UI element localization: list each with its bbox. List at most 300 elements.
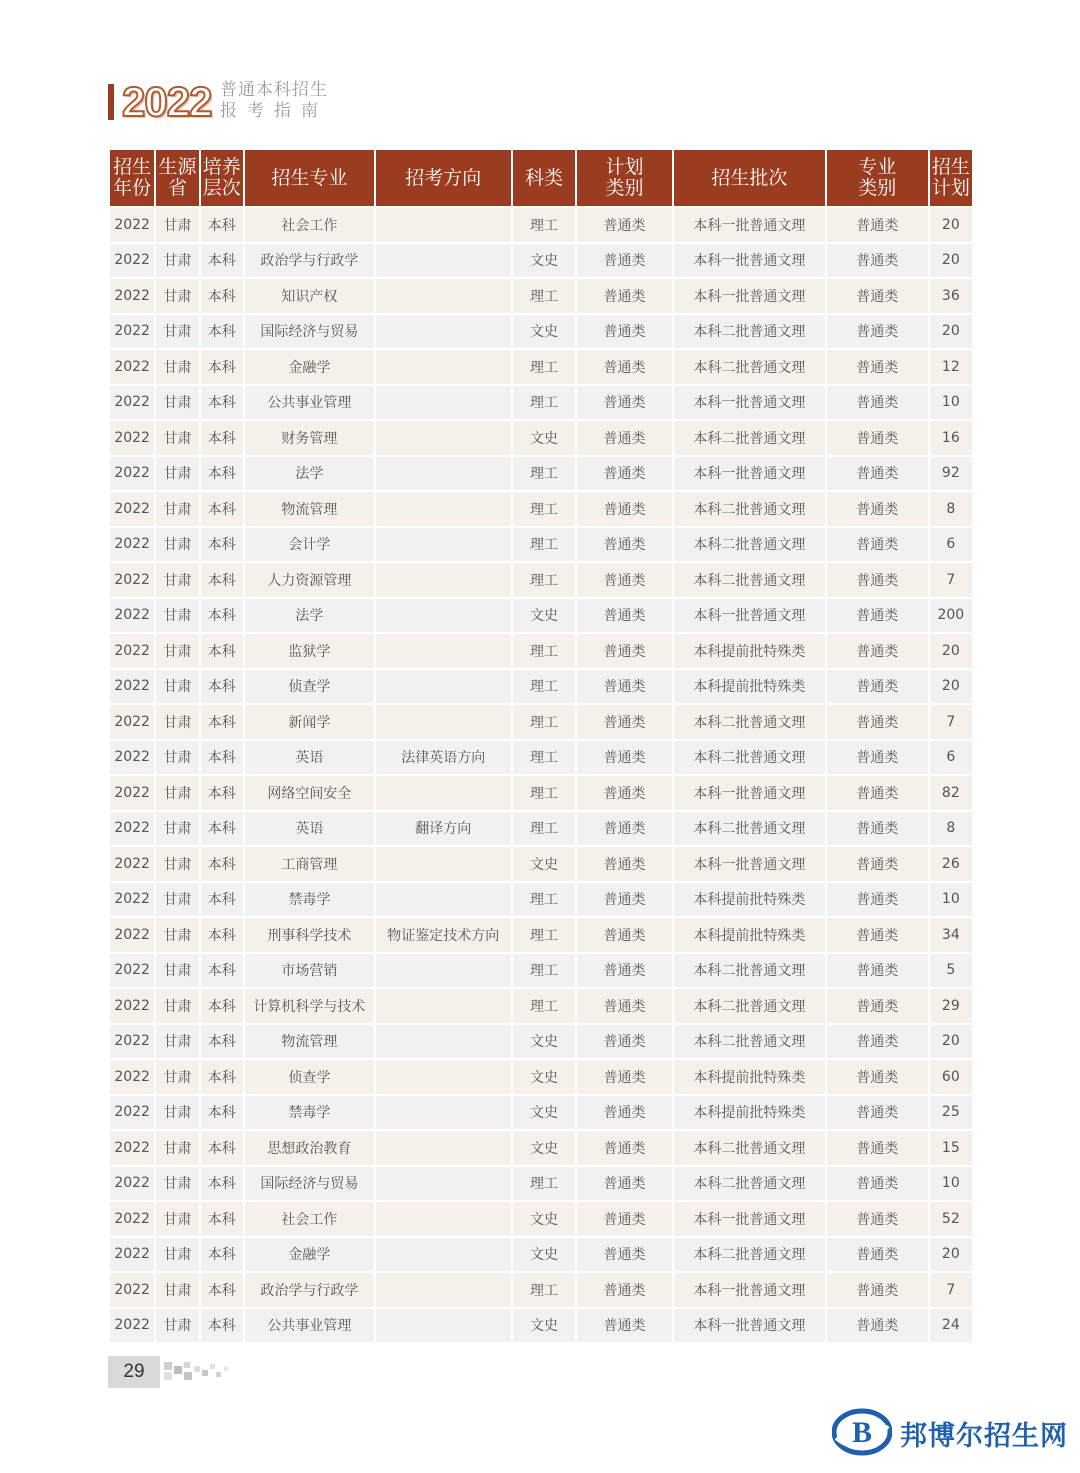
table-cell: 普通类 [577, 1025, 672, 1061]
table-cell: 29 [930, 989, 972, 1025]
table-cell [376, 1309, 511, 1345]
table-cell: 本科二批普通文理 [674, 421, 825, 457]
table-cell: 本科 [201, 989, 243, 1025]
table-cell: 理工 [513, 1167, 575, 1203]
table-cell [376, 776, 511, 812]
table-cell: 禁毒学 [245, 883, 374, 919]
table-cell: 普通类 [577, 244, 672, 280]
table-cell: 理工 [513, 634, 575, 670]
table-cell [376, 634, 511, 670]
table-cell: 普通类 [577, 528, 672, 564]
table-cell: 普通类 [827, 989, 928, 1025]
table-cell: 理工 [513, 741, 575, 777]
table-cell: 本科二批普通文理 [674, 954, 825, 990]
table-cell: 本科提前批特殊类 [674, 670, 825, 706]
table-cell [376, 386, 511, 422]
table-row [110, 492, 972, 528]
table-cell: 禁毒学 [245, 1096, 374, 1132]
column-header-line: 类别 [858, 177, 897, 199]
column-header-line: 招生 [113, 156, 152, 178]
table-cell [376, 350, 511, 386]
table-cell: 理工 [513, 918, 575, 954]
table-cell: 20 [930, 670, 972, 706]
column-header-line: 专业 [858, 156, 897, 178]
table-cell: 本科二批普通文理 [674, 315, 825, 351]
table-cell: 2022 [110, 741, 154, 777]
table-cell: 甘肃 [156, 670, 198, 706]
table-cell: 52 [930, 1202, 972, 1238]
table-cell [376, 705, 511, 741]
column-header-line: 科类 [524, 166, 563, 189]
table-cell: 本科二批普通文理 [674, 741, 825, 777]
table-row [110, 208, 972, 244]
column-header-line: 生源 [158, 156, 197, 178]
table-row [110, 705, 972, 741]
column-header [930, 150, 972, 208]
table-cell: 20 [930, 1025, 972, 1061]
table-cell: 普通类 [577, 350, 672, 386]
table-cell: 理工 [513, 812, 575, 848]
table-cell: 2022 [110, 1202, 154, 1238]
table-row [110, 279, 972, 315]
table-cell: 本科 [201, 208, 243, 244]
table-cell [376, 883, 511, 919]
table-cell: 本科一批普通文理 [674, 457, 825, 493]
table-cell: 2022 [110, 492, 154, 528]
table-cell: 普通类 [827, 741, 928, 777]
table-cell: 英语 [245, 812, 374, 848]
table-cell: 文史 [513, 1202, 575, 1238]
table-cell: 侦查学 [245, 1060, 374, 1096]
table-cell: 本科提前批特殊类 [674, 1060, 825, 1096]
table-cell: 本科 [201, 421, 243, 457]
table-row [110, 1131, 972, 1167]
table-cell: 普通类 [827, 421, 928, 457]
table-cell: 本科 [201, 1060, 243, 1096]
table-cell: 2022 [110, 634, 154, 670]
table-cell: 知识产权 [245, 279, 374, 315]
watermark-logo-icon [832, 1408, 892, 1456]
table-cell: 本科 [201, 1202, 243, 1238]
table-cell: 普通类 [577, 812, 672, 848]
table-cell: 60 [930, 1060, 972, 1096]
table-cell: 本科一批普通文理 [674, 1202, 825, 1238]
table-cell: 物流管理 [245, 1025, 374, 1061]
table-cell: 2022 [110, 279, 154, 315]
column-header [156, 150, 198, 208]
column-header [201, 150, 243, 208]
table-cell: 本科二批普通文理 [674, 1238, 825, 1274]
header-accent-bar [108, 84, 114, 120]
table-cell: 本科二批普通文理 [674, 705, 825, 741]
table-row [110, 954, 972, 990]
table-cell: 文史 [513, 315, 575, 351]
table-cell: 国际经济与贸易 [245, 1167, 374, 1203]
table-cell: 本科一批普通文理 [674, 847, 825, 883]
table-cell: 200 [930, 599, 972, 635]
table-cell: 理工 [513, 208, 575, 244]
table-cell: 20 [930, 315, 972, 351]
table-cell: 2022 [110, 315, 154, 351]
column-header-line: 计划 [605, 156, 644, 178]
table-cell: 普通类 [827, 883, 928, 919]
table-cell: 社会工作 [245, 208, 374, 244]
table-cell: 普通类 [577, 670, 672, 706]
table-cell: 本科二批普通文理 [674, 1131, 825, 1167]
table-cell: 本科 [201, 1025, 243, 1061]
table-cell: 普通类 [577, 918, 672, 954]
column-header [110, 150, 154, 208]
table-cell: 2022 [110, 847, 154, 883]
table-cell: 本科 [201, 776, 243, 812]
table-row [110, 1096, 972, 1132]
table-cell: 8 [930, 812, 972, 848]
table-cell: 普通类 [827, 244, 928, 280]
table-cell: 监狱学 [245, 634, 374, 670]
table-cell: 本科二批普通文理 [674, 350, 825, 386]
table-cell: 92 [930, 457, 972, 493]
table-cell: 普通类 [827, 812, 928, 848]
table-cell: 公共事业管理 [245, 1309, 374, 1345]
table-cell: 市场营销 [245, 954, 374, 990]
table-cell: 普通类 [577, 457, 672, 493]
table-cell: 英语 [245, 741, 374, 777]
table-cell: 2022 [110, 1273, 154, 1309]
table-cell [376, 492, 511, 528]
table-cell [376, 1060, 511, 1096]
table-cell: 理工 [513, 563, 575, 599]
table-cell: 普通类 [827, 670, 928, 706]
table-cell: 理工 [513, 883, 575, 919]
table-cell [376, 1131, 511, 1167]
table-cell: 侦查学 [245, 670, 374, 706]
table-cell: 网络空间安全 [245, 776, 374, 812]
table-cell: 普通类 [577, 741, 672, 777]
column-header-line: 培养 [202, 156, 241, 178]
table-cell: 普通类 [827, 208, 928, 244]
table-cell: 本科 [201, 563, 243, 599]
column-header-line: 招生 [931, 156, 970, 178]
table-cell: 2022 [110, 670, 154, 706]
table-cell: 本科 [201, 350, 243, 386]
table-cell: 新闻学 [245, 705, 374, 741]
table-cell: 本科一批普通文理 [674, 776, 825, 812]
column-header [674, 150, 825, 208]
table-cell: 政治学与行政学 [245, 1273, 374, 1309]
table-cell: 普通类 [577, 421, 672, 457]
table-cell: 普通类 [577, 1202, 672, 1238]
table-cell: 本科一批普通文理 [674, 599, 825, 635]
table-cell: 普通类 [827, 1238, 928, 1274]
table-cell: 文史 [513, 1238, 575, 1274]
table-cell: 本科 [201, 741, 243, 777]
table-cell: 甘肃 [156, 634, 198, 670]
table-cell: 普通类 [577, 776, 672, 812]
table-cell: 本科二批普通文理 [674, 989, 825, 1025]
table-row [110, 883, 972, 919]
table-cell [376, 1273, 511, 1309]
table-cell: 甘肃 [156, 705, 198, 741]
table-row [110, 244, 972, 280]
table-cell: 普通类 [827, 528, 928, 564]
table-cell: 理工 [513, 457, 575, 493]
table-cell: 普通类 [577, 492, 672, 528]
table-cell: 公共事业管理 [245, 386, 374, 422]
table-cell: 普通类 [577, 1238, 672, 1274]
table-cell: 本科二批普通文理 [674, 1025, 825, 1061]
table-cell [376, 244, 511, 280]
table-cell: 2022 [110, 705, 154, 741]
table-cell: 本科 [201, 1273, 243, 1309]
table-cell: 普通类 [827, 279, 928, 315]
table-cell: 本科一批普通文理 [674, 1273, 825, 1309]
table-row [110, 1025, 972, 1061]
table-cell: 2022 [110, 421, 154, 457]
column-header [245, 150, 374, 208]
table-cell: 2022 [110, 1238, 154, 1274]
table-cell: 理工 [513, 776, 575, 812]
table-cell: 甘肃 [156, 457, 198, 493]
table-cell: 文史 [513, 1309, 575, 1345]
table-cell: 法学 [245, 599, 374, 635]
table-cell: 普通类 [827, 1060, 928, 1096]
table-cell: 本科一批普通文理 [674, 386, 825, 422]
table-cell: 本科 [201, 847, 243, 883]
table-row [110, 350, 972, 386]
table-cell: 20 [930, 244, 972, 280]
table-cell: 20 [930, 634, 972, 670]
table-row [110, 1309, 972, 1345]
table-cell: 甘肃 [156, 386, 198, 422]
table-cell: 本科 [201, 386, 243, 422]
table-cell [376, 954, 511, 990]
table-cell: 2022 [110, 989, 154, 1025]
table-cell: 理工 [513, 1273, 575, 1309]
table-cell: 本科一批普通文理 [674, 1309, 825, 1345]
table-cell: 普通类 [577, 599, 672, 635]
table-cell: 本科提前批特殊类 [674, 918, 825, 954]
header-title-line1: 普通本科招生 [220, 80, 328, 100]
table-cell [376, 457, 511, 493]
table-cell: 12 [930, 350, 972, 386]
table-cell: 2022 [110, 1131, 154, 1167]
table-cell: 普通类 [827, 634, 928, 670]
table-cell: 甘肃 [156, 1273, 198, 1309]
table-cell: 8 [930, 492, 972, 528]
table-row [110, 1167, 972, 1203]
table-cell [376, 421, 511, 457]
table-cell [376, 847, 511, 883]
table-header-row [110, 150, 972, 208]
column-header-line: 层次 [202, 177, 241, 199]
table-cell: 甘肃 [156, 315, 198, 351]
table-cell: 普通类 [827, 954, 928, 990]
table-cell: 本科 [201, 1167, 243, 1203]
table-cell: 本科 [201, 244, 243, 280]
header-year: 2022 [122, 78, 212, 125]
table-cell: 本科二批普通文理 [674, 492, 825, 528]
pixel-decoration [164, 1360, 234, 1384]
table-cell [376, 1025, 511, 1061]
svg-text:B: B [851, 1416, 873, 1449]
header-titles [220, 80, 440, 122]
watermark-text: 邦博尔招生网 [900, 1421, 1068, 1452]
column-header [513, 150, 575, 208]
table-cell: 普通类 [827, 492, 928, 528]
table-cell [376, 1238, 511, 1274]
table-cell: 本科提前批特殊类 [674, 634, 825, 670]
table-cell: 普通类 [577, 989, 672, 1025]
table-cell: 本科 [201, 883, 243, 919]
table-cell: 理工 [513, 989, 575, 1025]
table-cell: 7 [930, 563, 972, 599]
table-cell: 普通类 [827, 918, 928, 954]
table-cell: 本科 [201, 670, 243, 706]
table-cell: 普通类 [827, 705, 928, 741]
table-cell: 理工 [513, 350, 575, 386]
table-cell: 文史 [513, 1131, 575, 1167]
table-cell: 普通类 [827, 1096, 928, 1132]
table-cell: 计算机科学与技术 [245, 989, 374, 1025]
column-header-line: 招考方向 [405, 166, 482, 189]
table-cell: 6 [930, 528, 972, 564]
table-cell: 理工 [513, 279, 575, 315]
table-cell: 甘肃 [156, 244, 198, 280]
table-cell: 普通类 [577, 279, 672, 315]
table-cell: 2022 [110, 776, 154, 812]
table-cell: 甘肃 [156, 776, 198, 812]
table-cell: 人力资源管理 [245, 563, 374, 599]
table-cell [376, 1096, 511, 1132]
table-cell [376, 208, 511, 244]
table-cell: 文史 [513, 599, 575, 635]
table-cell: 15 [930, 1131, 972, 1167]
table-cell [376, 279, 511, 315]
table-cell: 本科 [201, 457, 243, 493]
table-cell: 普通类 [577, 1273, 672, 1309]
table-cell: 思想政治教育 [245, 1131, 374, 1167]
column-header-line: 年份 [113, 177, 152, 199]
table-cell: 36 [930, 279, 972, 315]
table-cell: 普通类 [827, 1167, 928, 1203]
table-cell: 10 [930, 1167, 972, 1203]
table-cell: 甘肃 [156, 1167, 198, 1203]
table-cell: 物流管理 [245, 492, 374, 528]
table-cell [376, 528, 511, 564]
table-cell: 甘肃 [156, 528, 198, 564]
table-body [110, 208, 972, 1344]
table-cell: 甘肃 [156, 954, 198, 990]
table-cell: 本科 [201, 918, 243, 954]
table-cell: 甘肃 [156, 1131, 198, 1167]
table-row [110, 315, 972, 351]
table-cell: 理工 [513, 670, 575, 706]
table-cell: 甘肃 [156, 563, 198, 599]
table-cell: 金融学 [245, 1238, 374, 1274]
table-cell: 本科提前批特殊类 [674, 1096, 825, 1132]
table-row [110, 563, 972, 599]
table-cell [376, 1202, 511, 1238]
table-cell: 2022 [110, 954, 154, 990]
table-cell: 本科 [201, 279, 243, 315]
table-cell: 甘肃 [156, 421, 198, 457]
table-cell: 甘肃 [156, 279, 198, 315]
table-cell: 2022 [110, 386, 154, 422]
table-cell: 本科 [201, 492, 243, 528]
table-cell: 普通类 [827, 1202, 928, 1238]
column-header-line: 招生专业 [271, 166, 348, 189]
table-cell: 本科二批普通文理 [674, 563, 825, 599]
table-cell: 普通类 [577, 847, 672, 883]
table-row [110, 989, 972, 1025]
table-row [110, 670, 972, 706]
table-cell [376, 599, 511, 635]
table-cell: 法律英语方向 [376, 741, 511, 777]
table-cell: 本科 [201, 1096, 243, 1132]
table-cell: 甘肃 [156, 350, 198, 386]
table-cell: 普通类 [577, 1167, 672, 1203]
table-row [110, 812, 972, 848]
table-row [110, 634, 972, 670]
table-cell: 刑事科学技术 [245, 918, 374, 954]
table-cell: 6 [930, 741, 972, 777]
table-cell [376, 989, 511, 1025]
enrollment-plan-table [108, 150, 974, 1344]
table-cell: 本科一批普通文理 [674, 208, 825, 244]
table-cell: 普通类 [827, 563, 928, 599]
table-cell: 本科 [201, 954, 243, 990]
table-cell: 普通类 [577, 563, 672, 599]
table-cell: 2022 [110, 528, 154, 564]
table-cell: 甘肃 [156, 1060, 198, 1096]
column-header [577, 150, 672, 208]
table-cell: 普通类 [827, 847, 928, 883]
table-row [110, 1202, 972, 1238]
table-cell: 16 [930, 421, 972, 457]
table-cell: 本科 [201, 812, 243, 848]
table-cell [376, 670, 511, 706]
column-header [827, 150, 928, 208]
column-header-line: 类别 [605, 177, 644, 199]
table-cell: 甘肃 [156, 599, 198, 635]
table-cell: 25 [930, 1096, 972, 1132]
table-cell: 2022 [110, 1167, 154, 1203]
table-cell: 政治学与行政学 [245, 244, 374, 280]
table-row [110, 457, 972, 493]
table-cell: 2022 [110, 599, 154, 635]
table-cell: 普通类 [827, 599, 928, 635]
column-header-line: 计划 [931, 177, 970, 199]
table-cell: 金融学 [245, 350, 374, 386]
table-cell: 普通类 [827, 315, 928, 351]
header-title-line2: 报考指南 [220, 101, 328, 121]
table-cell: 本科 [201, 315, 243, 351]
table-cell: 2022 [110, 208, 154, 244]
table-cell: 本科提前批特殊类 [674, 883, 825, 919]
table-cell: 甘肃 [156, 741, 198, 777]
table-cell: 2022 [110, 457, 154, 493]
table-cell: 82 [930, 776, 972, 812]
table-cell: 普通类 [577, 705, 672, 741]
table-cell: 理工 [513, 528, 575, 564]
table-cell: 7 [930, 705, 972, 741]
column-header-line: 省 [167, 177, 187, 199]
table-cell: 10 [930, 883, 972, 919]
table-cell: 本科 [201, 1309, 243, 1345]
table-cell: 本科 [201, 1238, 243, 1274]
table-cell: 普通类 [577, 634, 672, 670]
table-cell: 普通类 [577, 1131, 672, 1167]
